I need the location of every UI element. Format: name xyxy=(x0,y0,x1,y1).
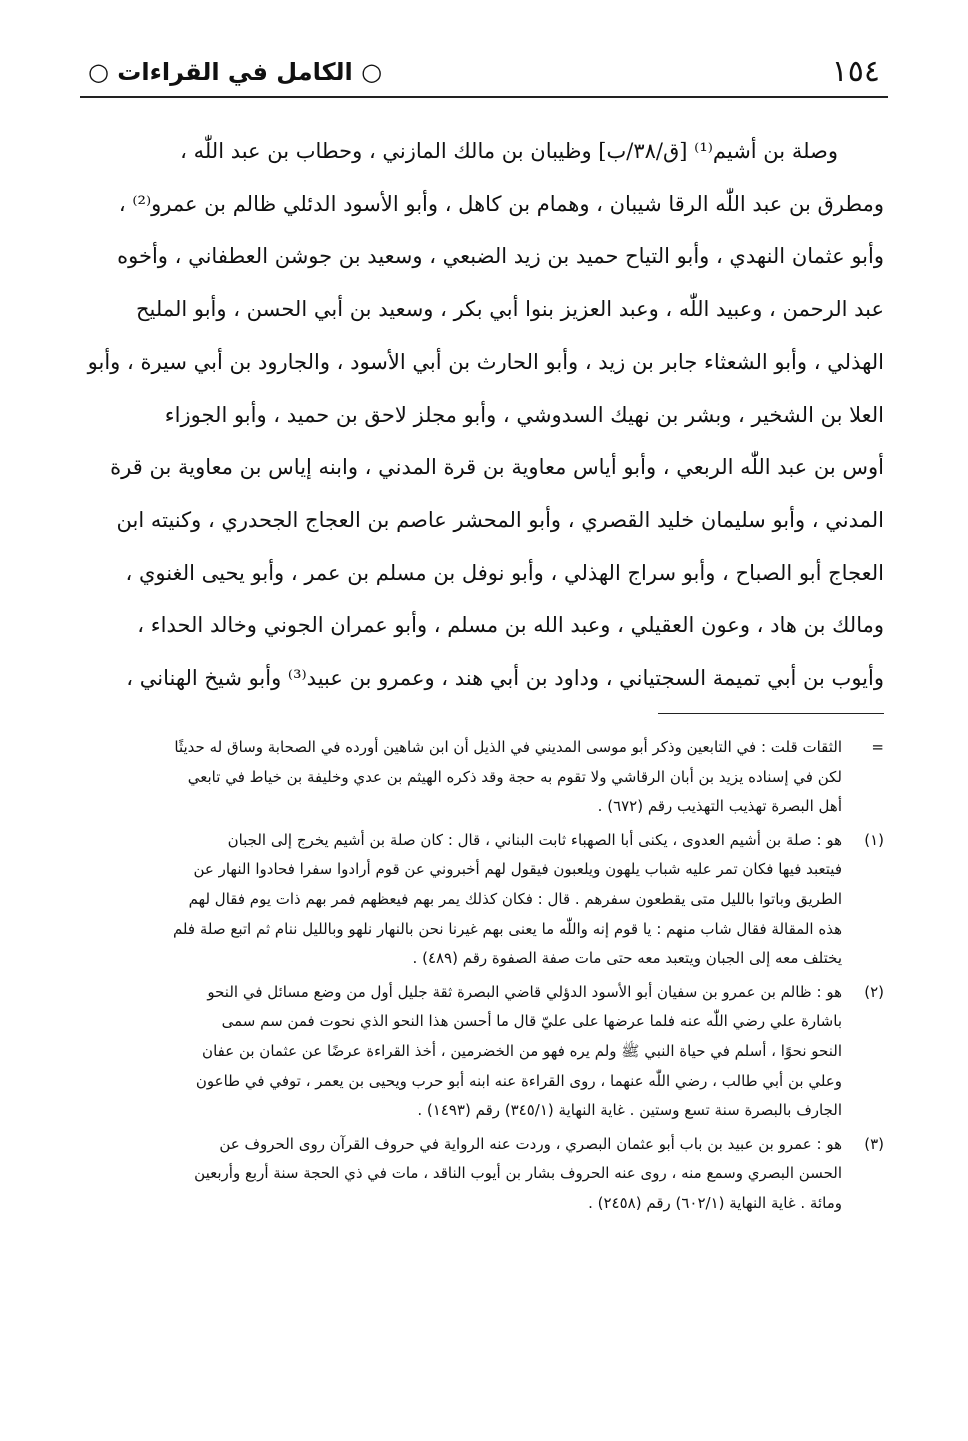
footnote-line: هذه المقالة فقال شاب منهم : يا قوم إنه واللّٰه ما يعنى بهم غيرنا نحن بالنهار نلهو وبالليل ننام ثم اتبع صلة فلم xyxy=(172,919,842,938)
footnote-mark: (٢) xyxy=(864,982,884,1001)
footnote-line: فيتعبد فيها فكان تمر عليه شباب يلهون ويلعبون فيقول لهم أخبروني عن قوم أرادوا سفرا فحادوا النهار عن xyxy=(193,860,842,879)
main-line: وصلة بن أشيم⁽¹⁾ [ق/٣٨/ب] وظيبان بن مالك المازني ، وحطاب بن عبد اللّٰه ، xyxy=(180,139,838,163)
main-text xyxy=(84,125,884,705)
footnote-3 xyxy=(100,1130,884,1219)
footnote-line: أهل البصرة تهذيب التهذيب رقم (٦٧٢) . xyxy=(597,797,842,816)
main-line: عبد الرحمن ، وعبيد اللّٰه ، وعبد العزيز بنوا أبي بكر ، وسعيد بن أبي الحسن ، وأبو المليح xyxy=(135,297,884,322)
header-rule xyxy=(80,96,888,98)
footnote-line: الثقات قلت : في التابعين وذكر أبو موسى المديني في الذيل أن ابن شاهين أورده في الصحابة وساق له حديثًا xyxy=(174,738,842,756)
footnote-line: وعلي بن أبي طالب ، رضي اللّٰه عنهما ، روى القراءة عنه ابنه أبو حرب ويحيى بن يعمر ، توفي في طاعون xyxy=(195,1071,842,1090)
footnote-line: الحسن البصري وسمع منه ، روى عنه الحروف بشار بن أيوب الناقد ، مات في ذي الحجة سنة أربع وأربعين xyxy=(194,1164,842,1183)
running-title: ○ الكامل في القراءات ○ xyxy=(88,58,383,86)
footnotes xyxy=(100,733,884,1223)
footnote-mark: (٣) xyxy=(864,1134,884,1153)
main-line: ومطرق بن عبد اللّٰه الرقا شيبان ، وهمام بن كاهل ، وأبو الأسود الدئلي ظالم بن عمرو⁽²⁾ ، xyxy=(118,191,884,216)
main-line: وأبو عثمان النهدي ، وأبو التياح حميد بن زيد الضبعي ، وسعيد بن جوشن العطفاني ، وأخوه xyxy=(117,244,884,269)
footnote-mark: (١) xyxy=(864,830,884,849)
footnote-line: الطريق وباتوا بالليل متى يقطعون سفرهم . قال : فكان كذلك يمر بهم فيعظهم فمر بهم ذات يوم فقال لهم xyxy=(188,889,842,908)
footnote-line: النحو نحوًا ، أسلم في حياة النبي ﷺ ولم يره فهو من الخضرمين ، أخذ القراءة عرضًا عن عثمان بن عفان xyxy=(202,1041,842,1060)
footnote-mark: = xyxy=(871,738,884,756)
footnote-line: ومائة . غاية النهاية (٦٠٢/١) رقم (٢٤٥٨) . xyxy=(588,1193,842,1212)
footnote-line: هو : صلة بن أشيم العدوى ، يكنى أبا الصهباء ثابت البناني ، قال : كان صلة بن أشيم يخرج إلى الجبان xyxy=(227,830,842,849)
footnote-line: يختلف معه إلى الجبان ويتعبد معه حتى مات صفة الصفوة رقم (٤٨٩) . xyxy=(412,949,842,968)
footnote-line: الجارف بالبصرة سنة تسع وستين . غاية النهاية (٣٤٥/١) رقم (١٤٩٣) . xyxy=(417,1101,842,1120)
main-line: وأيوب بن أبي تميمة السجتياني ، وداود بن أبي هند ، وعمرو بن عبيد⁽³⁾ وأبو شيخ الهناني ، xyxy=(126,666,884,691)
footnote-1 xyxy=(100,826,884,974)
footnote-line: هو : عمرو بن عبيد بن باب أبو عثمان البصري ، وردت عنه الرواية في حروف القرآن روى الحروف عن xyxy=(219,1134,842,1153)
main-line: ومالك بن هاد ، وعون العقيلي ، وعبد الله بن مسلم ، وأبو عمران الجوني وخالد الحداء ، xyxy=(137,613,884,638)
footnote-separator xyxy=(658,713,884,714)
page-header xyxy=(80,52,888,92)
page-number: ١٥٤ xyxy=(831,54,880,89)
footnote-line: هو : ظالم بن عمرو بن سفيان أبو الأسود الدؤلي قاضي البصرة ثقة جليل أول من وضع مسائل في النحو xyxy=(207,982,842,1001)
main-line: العجاج أبو الصباح ، وأبو سراج الهذلي ، وأبو نوفل بن مسلم بن عمر ، وأبو يحيى الغنوي ، xyxy=(125,560,884,585)
main-line: العلا بن الشخير ، وبشر بن نهيك السدوشي ، وأبو مجلز لاحق بن حميد ، وأبو الجوزاء xyxy=(164,402,884,427)
main-line: الهذلي ، وأبو الشعثاء جابر بن زيد ، وأبو الحارث بن أبي الأسود ، والجارود بن أبي سيرة ، وأبو xyxy=(87,349,884,374)
main-line: المدني ، وأبو سليمان خليد القصري ، وأبو المحشر عاصم بن العجاج الجحدري ، وكنيته ابن xyxy=(116,507,884,532)
footnote-line: لكن في إسناده يزيد بن أبان الرقاشي ولا تقوم به حجة وقد ذكره الهيثم بن عدي وخليفة بن خياط في تابعي xyxy=(187,767,842,786)
footnote-continuation xyxy=(100,733,884,822)
footnote-2 xyxy=(100,978,884,1126)
main-line: أوس بن عبد اللّٰه الربعي ، وأبو أياس معاوية بن قرة المدني ، وابنه إياس بن معاوية بن قرة xyxy=(110,455,884,480)
footnote-line: باشارة علي رضي اللّٰه عنه فلما عرضها على عليّ قال ما أحسن هذا النحو الذي نحوت فمن سم سمى xyxy=(221,1012,842,1031)
